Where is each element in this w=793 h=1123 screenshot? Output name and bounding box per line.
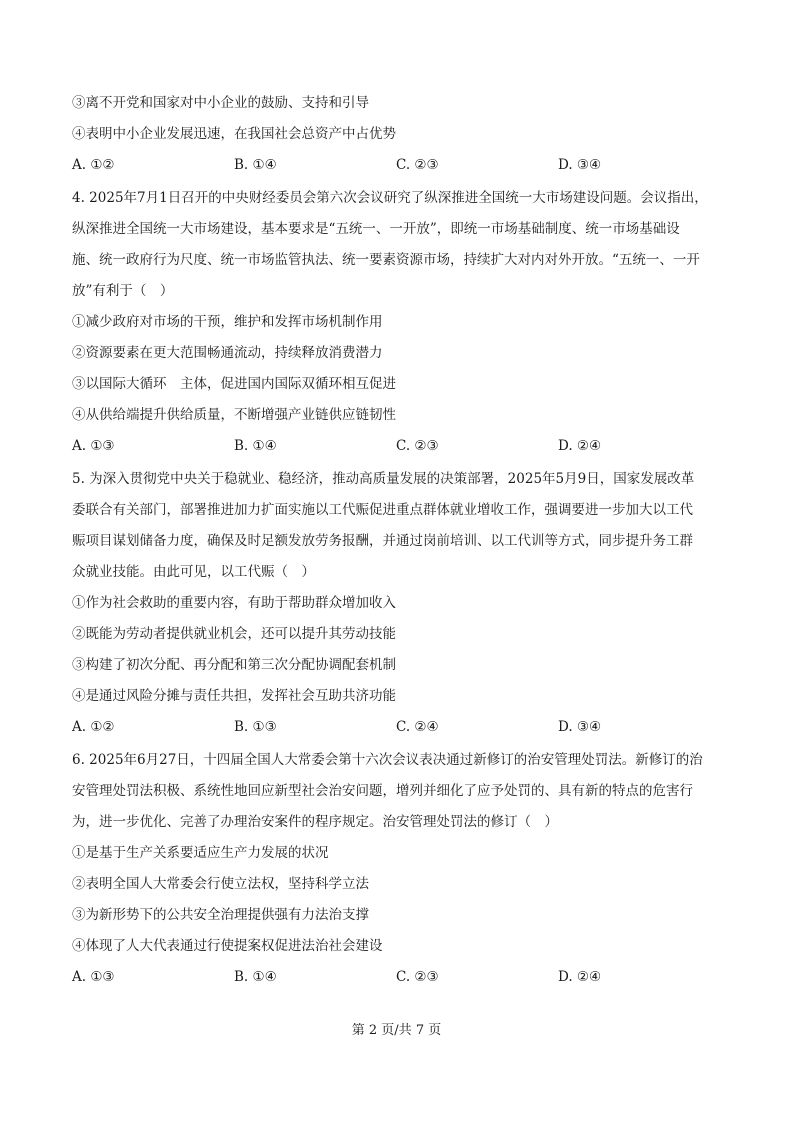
option-statement-3: ③构建了初次分配、再分配和第三次分配协调配套机制 — [72, 657, 396, 673]
question-5 — [72, 464, 724, 743]
answer-option-d: D. ②④ — [558, 969, 602, 985]
option-statement-4: ④体现了人大代表通过行使提案权促进法治社会建设 — [72, 938, 383, 954]
answer-option-a: A. ①② — [72, 157, 115, 173]
answer-options — [72, 962, 724, 993]
option-statement-4: ④从供给端提升供给质量，不断增强产业链供应链韧性 — [72, 407, 396, 423]
option-statement-3: ③离不开党和国家对中小企业的鼓励、支持和引导 — [72, 95, 369, 111]
answer-option-b: B. ①③ — [234, 719, 277, 735]
question-4 — [72, 183, 724, 462]
exam-page — [72, 88, 724, 993]
answer-option-b: B. ①④ — [234, 157, 277, 173]
answer-options — [72, 712, 724, 743]
option-statement-3: ③以国际大循环 主体，促进国内国际双循环相互促进 — [72, 376, 396, 392]
answer-option-c: C. ②③ — [396, 157, 439, 173]
answer-option-c: C. ②③ — [396, 438, 439, 454]
question-stem-line: 6. 2025年6月27日，十四届全国人大常委会第十六次会议表决通过新修订的治安管理处罚法。新修订的治 — [72, 752, 703, 768]
question-stem-line: 委联合有关部门，部署推进加力扩面实施以工代赈促进重点群体就业增收工作，强调要进一步加大以工代 — [72, 502, 693, 518]
question-stem-line: 赈项目谋划储备力度，确保及时足额发放劳务报酬，并通过岗前培训、以工代训等方式，同步提升务工群 — [72, 533, 693, 549]
answer-option-d: D. ②④ — [558, 438, 602, 454]
option-statement-2: ②既能为劳动者提供就业机会，还可以提升其劳动技能 — [72, 626, 396, 642]
answer-options — [72, 150, 724, 181]
answer-option-a: A. ①③ — [72, 438, 115, 454]
option-statement-2: ②表明全国人大常委会行使立法权，坚持科学立法 — [72, 876, 369, 892]
question-stem-line: 4. 2025年7月1日召开的中央财经委员会第六次会议研究了纵深推进全国统一大市场建设问题。会议指出， — [72, 190, 708, 206]
question-stem-line: 放”有利于（ ） — [72, 283, 174, 299]
answer-option-c: C. ②③ — [396, 969, 439, 985]
page-number: 第 2 页/共 7 页 — [351, 1023, 442, 1038]
option-statement-1: ①减少政府对市场的干预，维护和发挥市场机制作用 — [72, 314, 383, 330]
question-stem-line: 安管理处罚法积极、系统性地回应新型社会治安问题，增列并细化了应予处罚的、具有新的特点的危害行 — [72, 783, 693, 799]
answer-options — [72, 431, 724, 462]
answer-option-a: A. ①③ — [72, 969, 115, 985]
question-stem-line: 为，进一步优化、完善了办理治安案件的程序规定。治安管理处罚法的修订（ ） — [72, 814, 558, 830]
question-stem-line: 施、统一政府行为尺度、统一市场监管执法、统一要素资源市场，持续扩大对内对外开放。“五统一、一开 — [72, 252, 700, 268]
option-statement-2: ②资源要素在更大范围畅通流动，持续释放消费潜力 — [72, 345, 383, 361]
question-stem-line: 纵深推进全国统一大市场建设，基本要求是“五统一、一开放”，即统一市场基础制度、统一市场基础设 — [72, 221, 680, 237]
question-stem-line: 5. 为深入贯彻党中央关于稳就业、稳经济，推动高质量发展的决策部署，2025年5月9日，国家发展改革 — [72, 471, 695, 487]
option-statement-3: ③为新形势下的公共安全治理提供强有力法治支撑 — [72, 907, 369, 923]
question-stem-line: 众就业技能。由此可见，以工代赈（ ） — [72, 564, 315, 580]
question-6 — [72, 745, 724, 993]
answer-option-b: B. ①④ — [234, 438, 277, 454]
question-3-tail — [72, 88, 724, 181]
option-statement-4: ④是通过风险分摊与责任共担，发挥社会互助共济功能 — [72, 688, 396, 704]
option-statement-1: ①作为社会救助的重要内容，有助于帮助群众增加收入 — [72, 595, 396, 611]
answer-option-d: D. ③④ — [558, 157, 602, 173]
answer-option-b: B. ①④ — [234, 969, 277, 985]
option-statement-1: ①是基于生产关系要适应生产力发展的状况 — [72, 845, 329, 861]
answer-option-c: C. ②④ — [396, 719, 439, 735]
option-statement-4: ④表明中小企业发展迅速，在我国社会总资产中占优势 — [72, 126, 396, 142]
answer-option-d: D. ③④ — [558, 719, 602, 735]
answer-option-a: A. ①② — [72, 719, 115, 735]
